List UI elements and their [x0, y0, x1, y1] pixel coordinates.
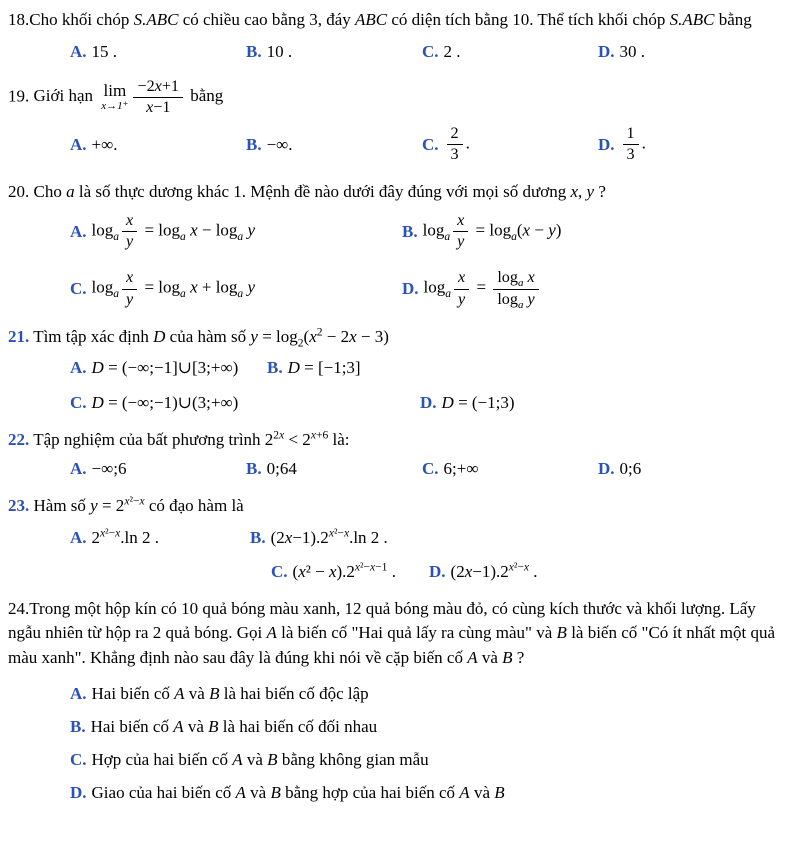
- question-19-option-a: [70, 135, 246, 155]
- question-20-stem: Cho a là số thực dương khác 1. Mệnh đề nào dưới đây đúng với mọi số dương x, y ?: [33, 182, 606, 202]
- question-18-options: [8, 42, 778, 62]
- option-body: 2 .: [443, 41, 461, 61]
- question-22-options: [8, 459, 778, 479]
- question-20: [8, 180, 778, 309]
- question-22-option-c: [422, 459, 598, 479]
- question-18-option-b: [246, 42, 422, 62]
- option-body: D = (−∞;−1]∪[3;+∞): [91, 358, 239, 378]
- question-22-option-b: [246, 459, 422, 479]
- question-22-number: 22.: [8, 430, 30, 450]
- question-20-option-a: [70, 211, 402, 252]
- question-21-option-c: [70, 393, 420, 413]
- question-23-options-row-2: [8, 562, 778, 582]
- question-21-option-d: [420, 393, 515, 413]
- option-letter: B.: [246, 41, 262, 61]
- question-24-option-c: [8, 750, 778, 770]
- question-19: [8, 77, 778, 166]
- question-21-stem-line: [8, 325, 778, 350]
- option-letter: D.: [429, 561, 446, 581]
- question-22-option-a: [70, 459, 246, 479]
- question-20-option-d: [402, 268, 542, 309]
- option-letter: C.: [271, 561, 288, 581]
- question-18-stem-line: [8, 8, 778, 33]
- question-20-number: 20.: [8, 182, 30, 202]
- question-21-option-a: [70, 358, 267, 378]
- option-body: 6;+∞: [443, 459, 479, 479]
- question-23-option-c: [271, 562, 429, 582]
- option-letter: D.: [598, 459, 615, 479]
- option-letter: A.: [70, 527, 87, 547]
- option-letter: D.: [402, 279, 419, 299]
- option-letter: C.: [422, 134, 439, 154]
- option-body: 0;6: [619, 459, 642, 479]
- question-21-options-row-1: [8, 358, 778, 378]
- option-letter: D.: [598, 134, 615, 154]
- question-20-option-c: [70, 268, 402, 309]
- question-21: [8, 325, 778, 414]
- question-18-option-d: [598, 42, 645, 62]
- question-21-option-b: [267, 358, 361, 378]
- exam-document: [8, 8, 778, 803]
- question-24: [8, 597, 778, 803]
- question-20-options-row-1: [8, 211, 778, 252]
- question-20-option-b: [402, 211, 561, 252]
- option-letter: B.: [250, 527, 266, 547]
- option-body: 30 .: [619, 41, 646, 61]
- option-body: Giao của hai biến cố A và B bằng hợp của hai biến cố A và B: [91, 782, 505, 802]
- question-21-stem: Tìm tập xác định D của hàm số $y = \log_2(x^2 - 2x - 3)$: [33, 325, 389, 350]
- option-body: 15 .: [91, 41, 118, 61]
- option-letter: C.: [70, 749, 87, 769]
- option-body: $\log_a$ $\frac{x}{y}$ = $\frac{\log_a x}{\log_a y}$: [424, 268, 542, 309]
- question-20-options-row-2: [8, 268, 778, 309]
- question-22-stem: Tập nghiệm của bất phương trình $2^{2x} < 2^{x+6}$ là:: [33, 428, 350, 450]
- question-24-stem-line: [8, 597, 778, 671]
- option-letter: C.: [70, 393, 87, 413]
- option-body: −∞.: [266, 134, 293, 154]
- option-body: $\log_a$ $\frac{x}{y}$ = $\log_a x + \log_a y$: [91, 269, 255, 308]
- option-body: 10 .: [266, 41, 293, 61]
- option-letter: D.: [420, 393, 437, 413]
- question-23-number: 23.: [8, 496, 30, 516]
- option-body: $\log_a$ $\frac{x}{y}$ = $\log_a(x - y)$: [422, 212, 562, 251]
- question-24-option-b: [8, 717, 778, 737]
- option-body: Hợp của hai biến cố A và B bằng không gian mẫu: [91, 749, 429, 769]
- option-body: $\frac{2}{3}$ .: [444, 124, 470, 165]
- question-22-stem-line: [8, 428, 778, 453]
- question-20-stem-line: [8, 180, 778, 205]
- option-letter: A.: [70, 459, 87, 479]
- option-letter: B.: [246, 459, 262, 479]
- option-letter: A.: [70, 683, 87, 703]
- question-19-stem-line: [8, 77, 778, 118]
- question-18: [8, 8, 778, 62]
- option-letter: D.: [598, 41, 615, 61]
- option-body: Hai biến cố A và B là hai biến cố đối nhau: [90, 716, 378, 736]
- option-letter: A.: [70, 358, 87, 378]
- question-23-option-d: [429, 562, 538, 582]
- option-body: $(x^2 - x).2^{x^2-x-1}$ .: [292, 560, 396, 581]
- option-letter: B.: [267, 358, 283, 378]
- option-letter: C.: [422, 41, 439, 61]
- question-18-stem: Cho khối chóp S.ABC có chiều cao bằng 3, đáy ABC có diện tích bằng 10. Thể tích khối chóp S.ABC bằng: [29, 10, 752, 29]
- question-18-option-a: [70, 42, 246, 62]
- question-24-stem: Trong một hộp kín có 10 quả bóng màu xanh, 12 quả bóng màu đỏ, có cùng kích thước và khối lượng. Lấy ngẫu nhiên từ hộp ra 2 quả bóng. Gọi A là biến cố "Hai quả lấy ra cùng màu" và B là biến cố "Có ít nhất một quả màu xanh". Khẳng định nào sau đây là đúng khi nói về cặp biến cố A và B ?: [8, 598, 776, 667]
- option-letter: C.: [422, 459, 439, 479]
- option-body: D = (−1;3): [441, 393, 515, 413]
- question-23-stem: Hàm số $y = 2^{x^2-x}$ có đạo hàm là: [33, 494, 244, 516]
- question-23: [8, 494, 778, 582]
- option-body: D = [−1;3]: [287, 358, 361, 378]
- question-22-option-d: [598, 459, 641, 479]
- question-21-options-row-2: [8, 393, 778, 413]
- option-body: +∞.: [91, 134, 118, 154]
- option-body: $\log_a$ $\frac{x}{y}$ = $\log_a x - \log_a y$: [91, 212, 255, 251]
- question-19-option-b: [246, 135, 422, 155]
- option-letter: B.: [70, 716, 86, 736]
- option-body: $\frac{1}{3}$ .: [620, 124, 646, 165]
- option-letter: C.: [70, 279, 87, 299]
- question-19-options: [8, 124, 778, 165]
- question-24-option-d: [8, 783, 778, 803]
- question-24-number: 24.: [8, 598, 30, 618]
- option-letter: A.: [70, 41, 87, 61]
- option-letter: D.: [70, 782, 87, 802]
- question-19-option-d: [598, 124, 646, 165]
- question-19-stem: Giới hạn lim x→1⁺ $\frac{-2x+1}{x-1}$ bằng: [33, 77, 224, 116]
- question-23-option-b: [250, 528, 388, 548]
- option-body: 0;64: [266, 459, 297, 479]
- question-18-option-c: [422, 42, 598, 62]
- option-letter: A.: [70, 134, 87, 154]
- question-19-number: 19.: [8, 86, 30, 106]
- option-body: Hai biến cố A và B là hai biến cố độc lập: [91, 683, 369, 703]
- option-letter: B.: [402, 221, 418, 241]
- question-19-option-c: [422, 124, 598, 165]
- option-body: −∞;6: [91, 459, 127, 479]
- question-23-option-a: [70, 528, 250, 548]
- option-body: $2^{x^2-x}.\ln$ 2 .: [91, 526, 160, 547]
- question-23-stem-line: [8, 494, 778, 519]
- question-22: [8, 428, 778, 479]
- option-body: $(2x-1).2^{x^2-x}$ .: [450, 560, 538, 581]
- question-18-number: 18.: [8, 10, 30, 29]
- option-body: $(2x-1).2^{x^2-x}.\ln$ 2 .: [270, 526, 388, 547]
- question-23-options-row-1: [8, 528, 778, 548]
- option-letter: A.: [70, 221, 87, 241]
- question-24-option-a: [8, 684, 778, 704]
- question-21-number: 21.: [8, 326, 30, 346]
- option-body: D = (−∞;−1)∪(3;+∞): [91, 393, 239, 413]
- option-letter: B.: [246, 134, 262, 154]
